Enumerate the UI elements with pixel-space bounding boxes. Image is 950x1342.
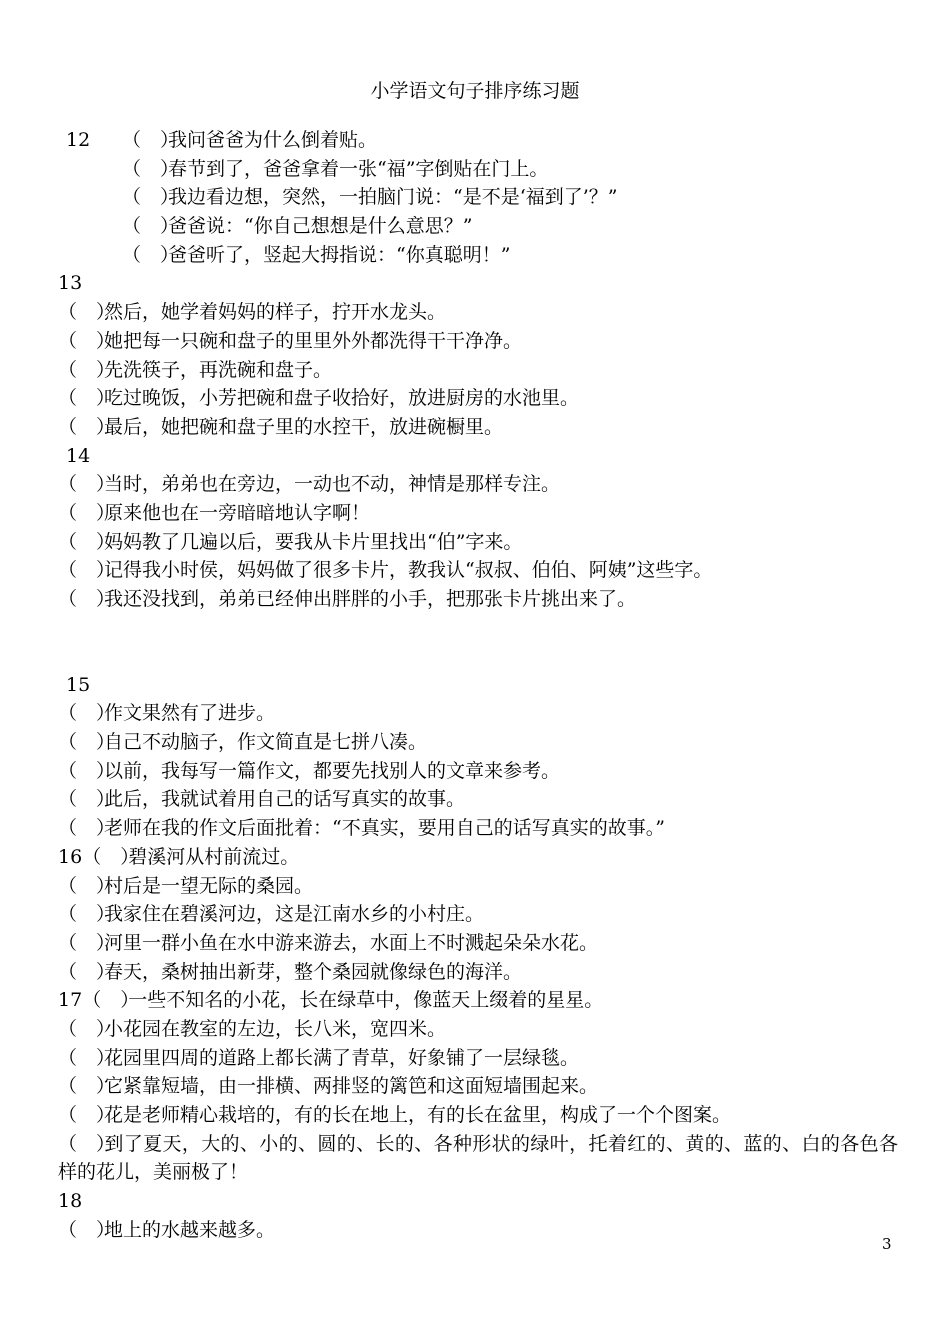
q13-item-text: 然后，她学着妈妈的样子，拧开水龙头。 bbox=[104, 301, 447, 324]
answer-blank: （ ） bbox=[58, 788, 116, 811]
q13-item-text: 吃过晚饭，小芳把碗和盘子收拾好，放进厨房的水池里。 bbox=[104, 387, 580, 410]
answer-blank: （ ） bbox=[58, 1218, 116, 1241]
q17-item-text: 花园里四周的道路上都长满了青草，好象铺了一层绿毯。 bbox=[104, 1046, 580, 1069]
answer-blank: （ ） bbox=[58, 731, 116, 754]
q14-item-3 bbox=[58, 528, 898, 557]
q15-item-text: 以前，我每写一篇作文，都要先找别人的文章来参考。 bbox=[104, 759, 561, 782]
answer-blank: （ ） bbox=[122, 215, 180, 238]
answer-blank: （ ） bbox=[58, 415, 116, 438]
q16-item-1 bbox=[58, 843, 898, 872]
q14-item-2 bbox=[58, 499, 898, 528]
exercise-content bbox=[58, 126, 898, 1244]
q15-item-4 bbox=[58, 785, 898, 814]
answer-blank: （ ） bbox=[58, 501, 116, 524]
q15-number: 15 bbox=[66, 673, 91, 696]
answer-blank: （ ） bbox=[58, 1046, 116, 1069]
q14-item-text: 原来他也在一旁暗暗地认字啊！ bbox=[104, 501, 371, 524]
q13-item-text: 她把每一只碗和盘子的里里外外都洗得干干净净。 bbox=[104, 329, 523, 352]
answer-blank: （ ） bbox=[58, 530, 116, 553]
answer-blank: （ ） bbox=[58, 702, 116, 725]
q13-item-2 bbox=[58, 327, 898, 356]
q18-number: 18 bbox=[58, 1190, 83, 1213]
q17-item-text: 小花园在教室的左边，长八米，宽四米。 bbox=[104, 1017, 447, 1040]
q14-item-text: 妈妈教了几遍以后，要我从卡片里找出“伯”字来。 bbox=[104, 530, 523, 553]
q15-item-text: 老师在我的作文后面批着：“不真实，要用自己的话写真实的故事。” bbox=[104, 817, 665, 840]
answer-blank: （ ） bbox=[58, 588, 116, 610]
answer-blank: （ ） bbox=[58, 960, 116, 983]
q13-item-1 bbox=[58, 298, 898, 327]
answer-blank: （ ） bbox=[58, 301, 116, 324]
q17-item-3 bbox=[58, 1044, 898, 1073]
q16-item-text: 春天，桑树抽出新芽，整个桑园就像绿色的海洋。 bbox=[104, 960, 523, 983]
q14-item-text: 我还没找到，弟弟已经伸出胖胖的小手，把那张卡片挑出来了。 bbox=[104, 588, 637, 610]
answer-blank: （ ） bbox=[58, 559, 116, 582]
answer-blank: （ ） bbox=[82, 989, 140, 1012]
q17-item-5 bbox=[58, 1101, 898, 1130]
q17-item-6 bbox=[58, 1130, 898, 1187]
q13-item-text: 先洗筷子，再洗碗和盘子。 bbox=[104, 358, 333, 381]
answer-blank: （ ） bbox=[58, 1104, 116, 1126]
answer-blank: （ ） bbox=[122, 157, 180, 180]
q12-number: 12 bbox=[66, 129, 91, 151]
answer-blank: （ ） bbox=[58, 358, 116, 381]
q14-item-1 bbox=[58, 470, 898, 499]
q14-item-5 bbox=[58, 585, 898, 614]
answer-blank: （ ） bbox=[58, 874, 116, 897]
answer-blank: （ ） bbox=[58, 1017, 116, 1040]
answer-blank: （ ） bbox=[58, 903, 116, 926]
q13-item-text: 最后，她把碗和盘子里的水控干，放进碗橱里。 bbox=[104, 415, 504, 438]
q15-item-text: 作文果然有了进步。 bbox=[104, 702, 276, 725]
page-number: 3 bbox=[882, 1235, 892, 1253]
q16-item-4 bbox=[58, 929, 898, 958]
q12-item-5 bbox=[58, 241, 898, 270]
answer-blank: （ ） bbox=[82, 845, 140, 868]
q16-number: 16 bbox=[58, 845, 83, 868]
q14-number: 14 bbox=[66, 444, 91, 467]
answer-blank: （ ） bbox=[122, 186, 180, 209]
answer-blank: （ ） bbox=[58, 1075, 116, 1098]
q12-item-4 bbox=[58, 212, 898, 241]
q18-item-1 bbox=[58, 1216, 898, 1245]
q16-item-2 bbox=[58, 872, 898, 901]
q12-item-text: 我边看边想，突然，一拍脑门说：“是不是‘福到了’？” bbox=[168, 186, 618, 209]
q16-item-text: 我家住在碧溪河边，这是江南水乡的小村庄。 bbox=[104, 903, 485, 926]
q17-item-text: 到了夏天，大的、小的、圆的、长的、各种形状的绿叶，托着红的、黄的、蓝的、白的各色各样的花儿，美丽极了！ bbox=[58, 1132, 898, 1184]
q12-item-text: 爸爸说：“你自己想想是什么意思？” bbox=[168, 215, 473, 238]
q17-item-2 bbox=[58, 1015, 898, 1044]
q14-item-4 bbox=[58, 556, 898, 585]
q12-item-text: 爸爸听了，竖起大拇指说：“你真聪明！” bbox=[168, 243, 511, 266]
q17-number: 17 bbox=[58, 989, 83, 1012]
q15-item-text: 此后，我就试着用自己的话写真实的故事。 bbox=[104, 788, 466, 811]
page-title: 小学语文句子排序练习题 bbox=[370, 80, 580, 102]
answer-blank: （ ） bbox=[58, 1132, 116, 1155]
q17-item-text: 花是老师精心栽培的，有的长在地上，有的长在盆里，构成了一个个图案。 bbox=[104, 1104, 732, 1126]
q13-item-5 bbox=[58, 413, 898, 442]
q12-item-text: 春节到了，爸爸拿着一张“福”字倒贴在门上。 bbox=[168, 157, 549, 180]
q12-item-1 bbox=[58, 126, 898, 155]
q15-item-1 bbox=[58, 699, 898, 728]
q12-item-3 bbox=[58, 183, 898, 212]
q16-item-text: 碧溪河从村前流过。 bbox=[128, 845, 300, 868]
q16-item-text: 河里一群小鱼在水中游来游去，水面上不时溅起朵朵水花。 bbox=[104, 931, 599, 954]
q17-item-4 bbox=[58, 1072, 898, 1101]
answer-blank: （ ） bbox=[58, 931, 116, 954]
q14-item-text: 记得我小时侯，妈妈做了很多卡片，教我认“叔叔、伯伯、阿姨”这些字。 bbox=[104, 559, 713, 582]
q12-item-2 bbox=[58, 155, 898, 184]
answer-blank: （ ） bbox=[58, 387, 116, 410]
answer-blank: （ ） bbox=[58, 817, 116, 840]
q15-item-text: 自己不动脑子，作文简直是七拼八凑。 bbox=[104, 731, 428, 754]
q17-item-text: 一些不知名的小花，长在绿草中，像蓝天上缀着的星星。 bbox=[128, 989, 604, 1012]
q13-item-3 bbox=[58, 356, 898, 385]
q17-item-text: 它紧靠短墙，由一排横、两排竖的篱笆和这面短墙围起来。 bbox=[104, 1075, 599, 1098]
answer-blank: （ ） bbox=[58, 473, 116, 496]
q15-item-3 bbox=[58, 757, 898, 786]
answer-blank: （ ） bbox=[122, 243, 180, 266]
q16-item-3 bbox=[58, 900, 898, 929]
answer-blank: （ ） bbox=[122, 129, 180, 151]
q13-number: 13 bbox=[58, 272, 83, 295]
answer-blank: （ ） bbox=[58, 329, 116, 352]
answer-blank: （ ） bbox=[58, 759, 116, 782]
q16-item-5 bbox=[58, 958, 898, 987]
q13-item-4 bbox=[58, 384, 898, 413]
q18-item-text: 地上的水越来越多。 bbox=[104, 1218, 276, 1241]
q15-item-2 bbox=[58, 728, 898, 757]
q17-item-1 bbox=[58, 986, 898, 1015]
q14-item-text: 当时，弟弟也在旁边，一动也不动，神情是那样专注。 bbox=[104, 473, 561, 496]
q16-item-text: 村后是一望无际的桑园。 bbox=[104, 874, 314, 897]
q15-item-5 bbox=[58, 814, 898, 843]
q12-item-text: 我问爸爸为什么倒着贴。 bbox=[168, 129, 378, 151]
